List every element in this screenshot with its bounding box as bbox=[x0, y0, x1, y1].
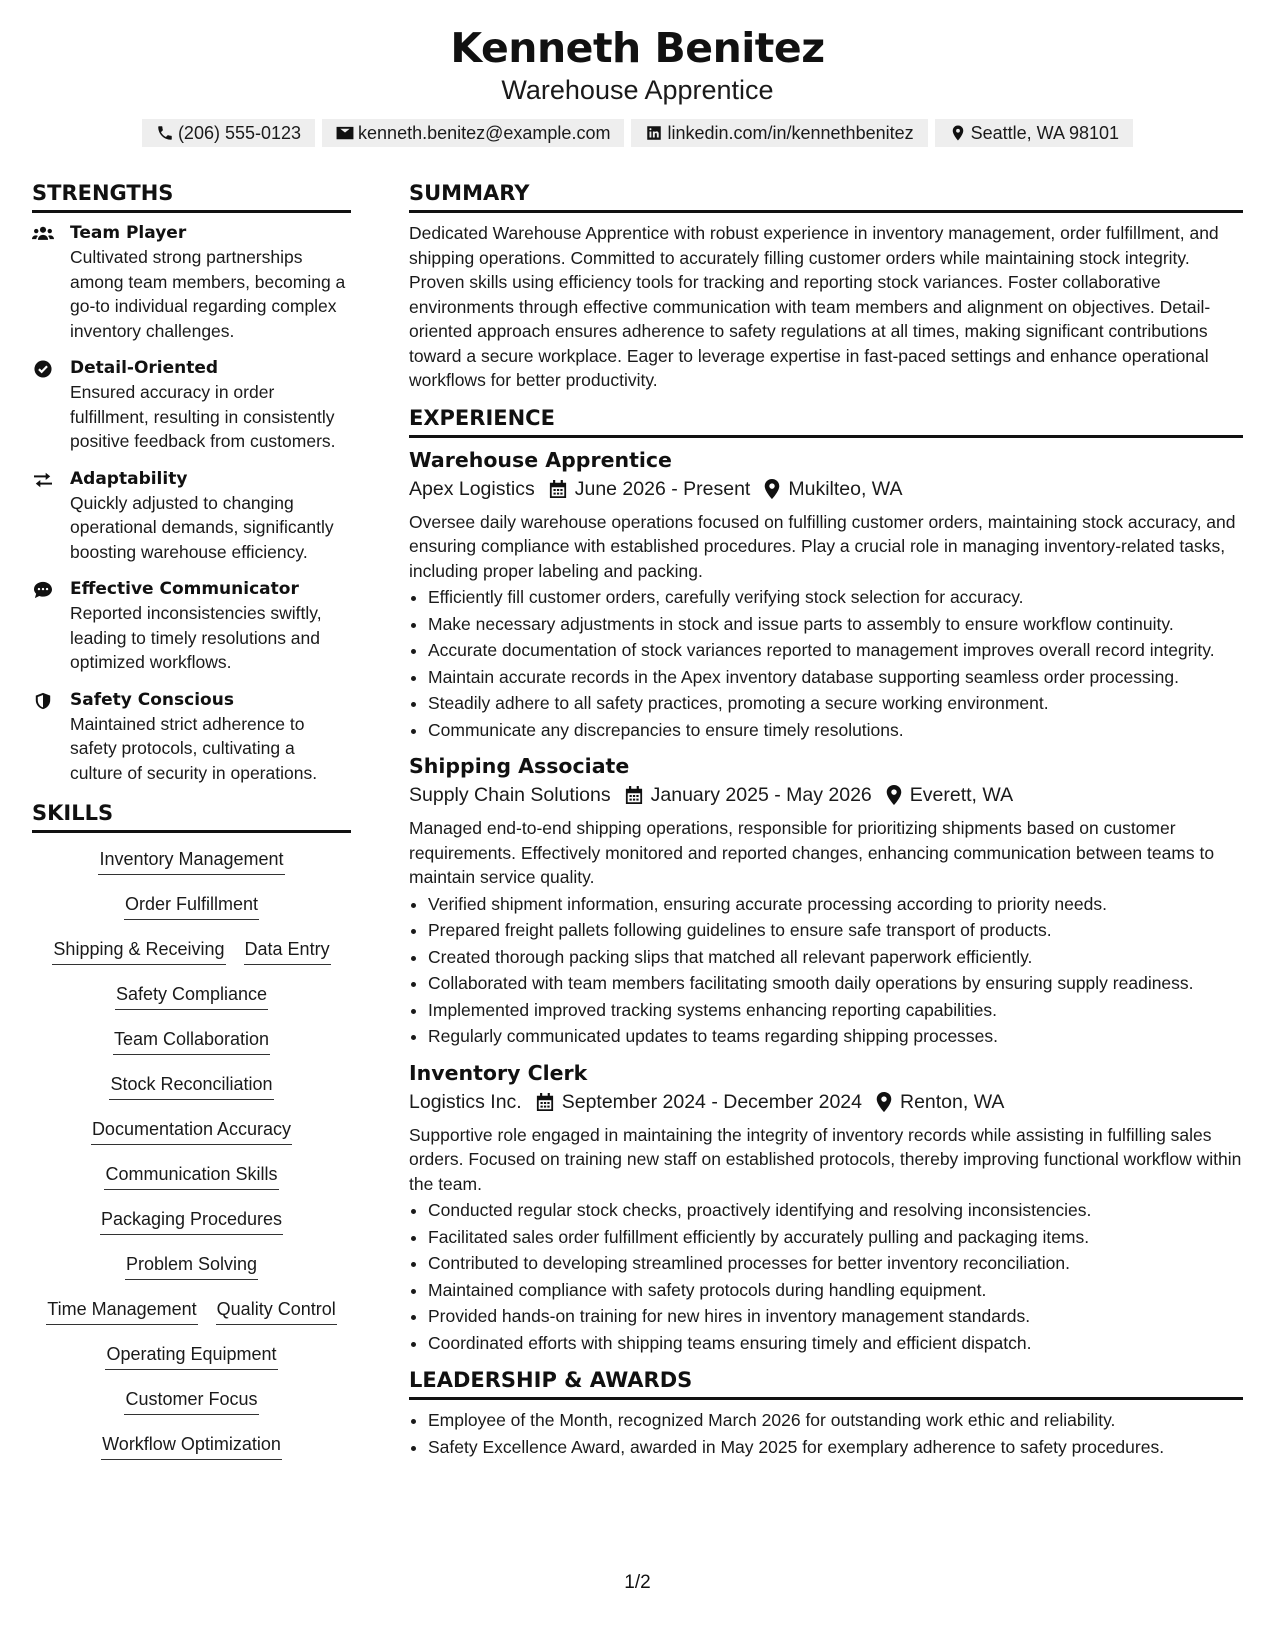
job-entry bbox=[409, 1059, 1243, 1356]
skills-heading: SKILLS bbox=[32, 798, 351, 833]
job-bullet: • Steadily adhere to all safety practices, promoting a secure working environment. bbox=[428, 691, 1243, 716]
job-company: Apex Logistics bbox=[409, 477, 535, 500]
job-description: Managed end-to-end shipping operations, responsible for prioritizing shipments based on customer requirements. Effectively monitored and reported changes, enhancing communication between teams to maintain service quality. bbox=[409, 818, 1215, 887]
job-dates: June 2026 - Present bbox=[574, 477, 751, 500]
skill-tag: Operating Equipment bbox=[105, 1342, 277, 1370]
skill-row bbox=[32, 1342, 351, 1387]
summary-heading: SUMMARY bbox=[409, 178, 1243, 213]
skill-tag: Time Management bbox=[46, 1297, 197, 1325]
job-bullet: • Coordinated efforts with shipping teams ensuring timely and efficient dispatch. bbox=[428, 1331, 1243, 1356]
job-bullet: • Efficiently fill customer orders, carefully verifying stock selection for accuracy. bbox=[428, 585, 1243, 610]
job-bullet: • Make necessary adjustments in stock and issue parts to assembly to ensure workflow continuity. bbox=[428, 612, 1243, 637]
strength-item bbox=[32, 467, 351, 565]
strength-title: Effective Communicator bbox=[70, 579, 299, 599]
skill-tag: Stock Reconciliation bbox=[109, 1072, 273, 1100]
award-bullet: • Safety Excellence Award, awarded in May 2025 for exemplary adherence to safety procedures. bbox=[428, 1435, 1243, 1460]
job-entry bbox=[409, 446, 1243, 743]
job-location: Renton, WA bbox=[899, 1090, 1005, 1113]
location-icon bbox=[949, 124, 967, 142]
strength-title: Detail-Oriented bbox=[70, 358, 219, 378]
leadership-section bbox=[409, 1365, 1243, 1459]
job-title: Shipping Associate bbox=[409, 754, 630, 778]
job-title: Warehouse Apprentice bbox=[409, 447, 672, 472]
skill-row bbox=[32, 847, 351, 892]
job-bullet: • Contributed to developing streamlined processes for better inventory reconciliation. bbox=[428, 1251, 1243, 1276]
job-bullet: • Conducted regular stock checks, proactively identifying and resolving inconsistencies. bbox=[428, 1198, 1243, 1223]
summary-section bbox=[409, 178, 1243, 393]
skill-tag: Order Fulfillment bbox=[124, 892, 259, 920]
job-dates: January 2025 - May 2026 bbox=[650, 784, 872, 806]
contact-phone bbox=[142, 119, 315, 147]
email-icon bbox=[336, 124, 354, 142]
job-company: Logistics Inc. bbox=[409, 1090, 522, 1113]
job-bullet: • Verified shipment information, ensuring accurate processing according to priority needs. bbox=[428, 892, 1243, 917]
page-number: 1/2 bbox=[624, 1572, 651, 1593]
experience-heading: EXPERIENCE bbox=[409, 403, 1243, 438]
job-description: Oversee daily warehouse operations focused on fulfilling customer orders, maintaining stock accuracy, and ensuring compliance with established procedures. Play a crucial role in managing inventory-related tasks, including proper labeling and packing. bbox=[409, 511, 1236, 581]
job-entry bbox=[409, 752, 1243, 1049]
job-dates: September 2024 - December 2024 bbox=[561, 1090, 862, 1113]
job-location: Everett, WA bbox=[909, 784, 1014, 806]
job-bullet: • Created thorough packing slips that matched all relevant paperwork efficiently. bbox=[428, 945, 1243, 970]
job-bullet: • Collaborated with team members facilitating smooth daily operations by ensuring supply readiness. bbox=[428, 971, 1243, 996]
phone-icon bbox=[156, 124, 174, 142]
strengths-heading: STRENGTHS bbox=[32, 178, 351, 213]
skill-tag: Inventory Management bbox=[98, 847, 284, 875]
leadership-bullets bbox=[409, 1408, 1243, 1459]
skill-tag: Safety Compliance bbox=[115, 982, 268, 1010]
experience-section bbox=[409, 403, 1243, 1356]
candidate-title: Warehouse Apprentice bbox=[501, 75, 774, 105]
skill-row bbox=[32, 1432, 351, 1477]
calendar-icon bbox=[536, 1092, 554, 1112]
linkedin-icon bbox=[645, 124, 663, 142]
job-bullets bbox=[409, 1198, 1243, 1355]
strength-title: Safety Conscious bbox=[70, 689, 234, 710]
skill-tag: Quality Control bbox=[216, 1297, 337, 1325]
location-pin-icon bbox=[886, 785, 902, 805]
job-location: Mukilteo, WA bbox=[788, 477, 903, 500]
skill-row bbox=[32, 1072, 351, 1117]
skill-row bbox=[32, 1297, 351, 1342]
skill-row bbox=[32, 1027, 351, 1072]
strength-desc: Cultivated strong partnerships among team members, becoming a go-to individual regarding complex inventory challenges. bbox=[70, 247, 346, 341]
skill-row bbox=[32, 1252, 351, 1297]
skill-tag: Team Collaboration bbox=[113, 1027, 270, 1055]
candidate-name: Kenneth Benitez bbox=[450, 24, 825, 72]
calendar-icon bbox=[549, 479, 567, 499]
job-bullet: • Implemented improved tracking systems enhancing reporting capabilities. bbox=[428, 998, 1243, 1023]
right-column bbox=[409, 178, 1243, 1469]
skill-row bbox=[32, 982, 351, 1027]
skill-row bbox=[32, 937, 351, 982]
resume-header bbox=[0, 0, 1275, 147]
leadership-heading: LEADERSHIP & AWARDS bbox=[409, 1365, 1243, 1400]
shield-icon bbox=[32, 692, 54, 710]
strengths-section bbox=[32, 178, 351, 785]
skill-tag: Packaging Procedures bbox=[100, 1207, 283, 1235]
left-column bbox=[32, 178, 351, 1487]
job-bullet: • Accurate documentation of stock variances reported to management improves overall record integrity. bbox=[428, 638, 1243, 663]
strength-title: Adaptability bbox=[70, 468, 188, 489]
chat-icon bbox=[32, 581, 54, 599]
job-title: Inventory Clerk bbox=[409, 1060, 588, 1085]
job-bullet: • Communicate any discrepancies to ensure timely resolutions. bbox=[428, 718, 1243, 743]
users-icon bbox=[32, 225, 54, 243]
skill-tag: Workflow Optimization bbox=[101, 1432, 282, 1460]
strength-item bbox=[32, 577, 351, 675]
job-description: Supportive role engaged in maintaining the integrity of inventory records while assisting in fulfilling sales orders. Focused on training new staff on established protocols, thereby improving functional workflow within the team. bbox=[409, 1124, 1242, 1194]
contact-linkedin-text: linkedin.com/in/kennethbenitez bbox=[667, 122, 914, 143]
skills-section bbox=[32, 798, 351, 1477]
summary-text: Dedicated Warehouse Apprentice with robust experience in inventory management, order fulfillment, and shipping operations. Committed to accurately filling customer orders while maintaining stock integrity. Proven skills using efficiency tools for tracking and reporting stock variances. Foster collaborative environments through effective communication with team members and alignment on objectives. Detail-oriented approach ensures adherence to safety regulations at all times, making significant contributions toward a secure workplace. Eager to leverage expertise in fast-paced settings and enhance operational workflows for better productivity. bbox=[409, 223, 1219, 390]
skill-tag: Shipping & Receiving bbox=[52, 937, 225, 965]
strength-desc: Reported inconsistencies swiftly, leading to timely resolutions and optimized workflows. bbox=[70, 603, 322, 672]
strength-item bbox=[32, 688, 351, 786]
contact-email bbox=[322, 119, 624, 147]
skill-row bbox=[32, 892, 351, 937]
job-bullets bbox=[409, 892, 1243, 1049]
job-meta bbox=[409, 780, 1243, 810]
contact-phone-text: (206) 555-0123 bbox=[177, 122, 302, 143]
contact-linkedin bbox=[631, 119, 927, 147]
job-bullet: • Prepared freight pallets following guidelines to ensure safe transport of products. bbox=[428, 918, 1243, 943]
skills-list bbox=[32, 841, 351, 1477]
job-bullet: • Provided hands-on training for new hires in inventory management standards. bbox=[428, 1304, 1243, 1329]
contact-email-text: kenneth.benitez@example.com bbox=[358, 122, 611, 143]
skill-tag: Documentation Accuracy bbox=[91, 1117, 292, 1145]
contact-bar bbox=[0, 119, 1275, 147]
award-bullet: • Employee of the Month, recognized March 2026 for outstanding work ethic and reliability. bbox=[428, 1408, 1243, 1433]
job-bullet: • Maintain accurate records in the Apex inventory database supporting seamless order processing. bbox=[428, 665, 1243, 690]
contact-location-text: Seattle, WA 98101 bbox=[970, 122, 1120, 143]
strength-desc: Maintained strict adherence to safety protocols, cultivating a culture of security in operations. bbox=[70, 713, 318, 783]
skill-tag: Communication Skills bbox=[104, 1162, 278, 1190]
strength-item bbox=[32, 356, 351, 454]
job-bullet: • Maintained compliance with safety protocols during handling equipment. bbox=[428, 1278, 1243, 1303]
skill-tag: Customer Focus bbox=[124, 1387, 258, 1415]
job-bullet: • Facilitated sales order fulfillment efficiently by accurately pulling and packaging items. bbox=[428, 1225, 1243, 1250]
job-company: Supply Chain Solutions bbox=[409, 784, 611, 806]
skill-row bbox=[32, 1207, 351, 1252]
check-circle-icon bbox=[32, 360, 54, 378]
calendar-icon bbox=[625, 785, 643, 805]
skill-row bbox=[32, 1117, 351, 1162]
strength-item bbox=[32, 221, 351, 343]
location-pin-icon bbox=[876, 1092, 892, 1112]
skill-row bbox=[32, 1162, 351, 1207]
skill-tag: Data Entry bbox=[244, 937, 331, 965]
strength-title: Team Player bbox=[70, 223, 187, 243]
job-meta bbox=[409, 474, 1243, 504]
job-bullet: • Regularly communicated updates to teams regarding shipping processes. bbox=[428, 1024, 1243, 1049]
job-bullets bbox=[409, 585, 1243, 742]
location-pin-icon bbox=[764, 479, 780, 499]
strength-desc: Ensured accuracy in order fulfillment, resulting in consistently positive feedback from customers. bbox=[70, 382, 336, 451]
contact-location bbox=[935, 119, 1133, 147]
job-meta bbox=[409, 1087, 1243, 1117]
skill-row bbox=[32, 1387, 351, 1432]
skill-tag: Problem Solving bbox=[125, 1252, 258, 1280]
strength-desc: Quickly adjusted to changing operational demands, significantly boosting warehouse efficiency. bbox=[70, 492, 334, 562]
exchange-icon bbox=[32, 471, 54, 489]
